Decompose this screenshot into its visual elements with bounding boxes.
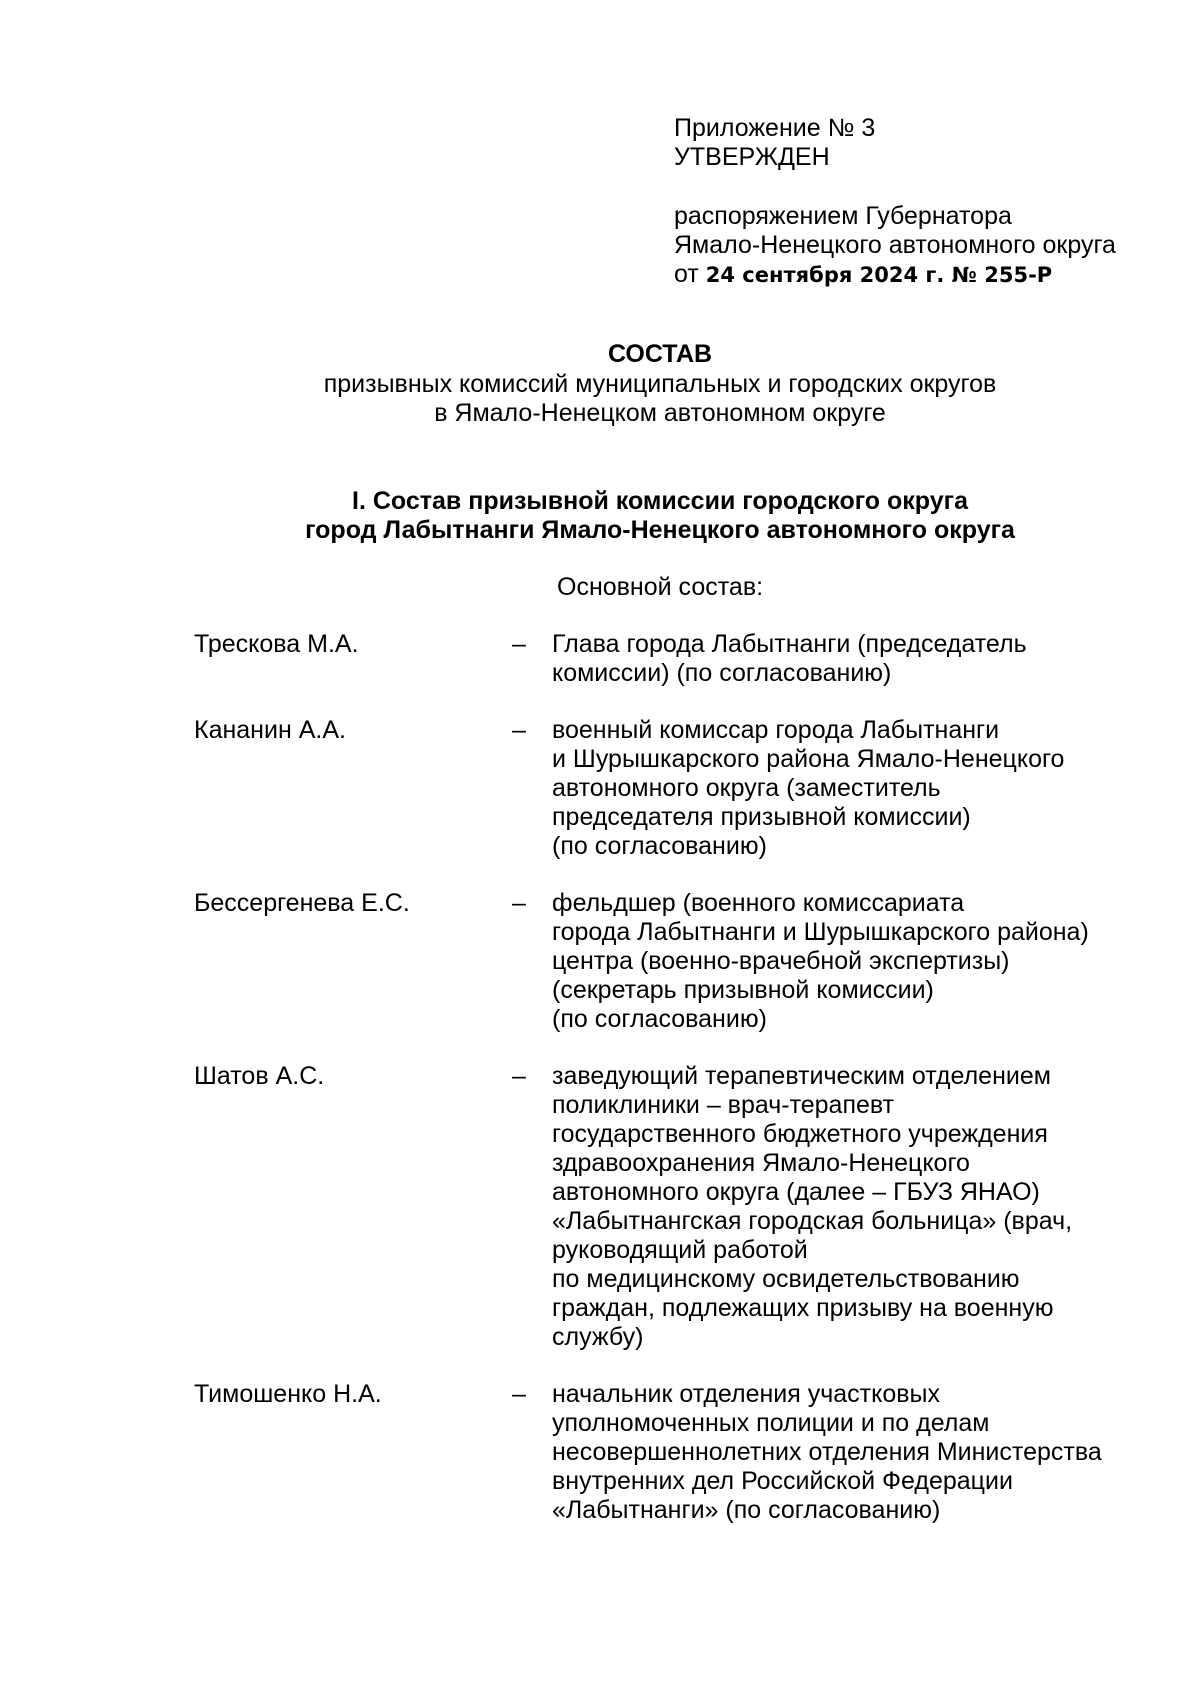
member-role: начальник отделения участковых уполномоченных полиции и по делам несовершеннолетних отделения Министерства внутренних дел Российской Федерации «Лабытнанги» (по согласованию) [552,1380,1102,1524]
member-name: Тимошенко Н.А. [194,1380,382,1408]
document-title [0,340,1200,428]
member-name: Трескова М.А. [194,630,359,658]
member-dash: – [512,889,526,917]
member-dash: – [512,630,526,658]
section-heading-line-1: I. Состав призывной комиссии городского округа [352,487,968,515]
member-row [194,630,1154,688]
title-line-1: призывных комиссий муниципальных и городских округов [323,370,997,398]
member-row [194,889,1154,1034]
section-heading [0,487,1200,545]
approval-spacer [674,172,1174,202]
approval-block [674,114,1174,290]
main-composition-label: Основной состав: [557,573,764,601]
approved-by-line-1: распоряжением Губернатора [674,202,1012,230]
approved-by-line-2: Ямало-Ненецкого автономного округа [674,231,1116,259]
member-dash: – [512,1062,526,1090]
member-row [194,1062,1154,1352]
approved-label: УТВЕРЖДЕН [674,143,830,171]
member-row [194,716,1154,861]
title-line-2: в Ямало-Ненецком автономном округе [434,399,886,427]
member-role: Глава города Лабытнанги (председатель комиссии) (по согласованию) [552,630,1027,687]
member-role: фельдшер (военного комиссариата города Лабытнанги и Шурышкарского района) центра (военно-врачебной экспертизы) (секретарь призывной комиссии) (по согласованию) [552,889,1089,1033]
title-heading: СОСТАВ [607,340,713,368]
member-dash: – [512,716,526,744]
date-and-number: 24 сентября 2024 г. № 255-Р [705,263,1053,287]
member-name: Кананин А.А. [194,716,346,744]
date-prefix: от [674,260,699,288]
member-name: Бессергенева Е.С. [194,889,410,917]
member-dash: – [512,1380,526,1408]
appendix-label: Приложение № 3 [674,114,876,142]
member-role: военный комиссар города Лабытнанги и Шурышкарского района Ямало-Ненецкого автономного округа (заместитель председателя призывной комиссии) (по согласованию) [552,716,1065,860]
member-list [194,630,1154,1553]
member-name: Шатов А.С. [194,1062,325,1090]
member-row [194,1380,1154,1525]
member-role: заведующий терапевтическим отделением поликлиники – врач-терапевт государственного бюджетного учреждения здравоохранения Ямало-Ненецкого автономного округа (далее – ГБУЗ ЯНАО) «Лабытнангская городская больница» (врач, руководящий работой по медицинскому освидетельствованию граждан, подлежащих призыву на военную службу) [552,1062,1073,1351]
approval-date-line [674,260,1174,290]
section-heading-line-2: город Лабытнанги Ямало-Ненецкого автономного округа [305,516,1015,544]
